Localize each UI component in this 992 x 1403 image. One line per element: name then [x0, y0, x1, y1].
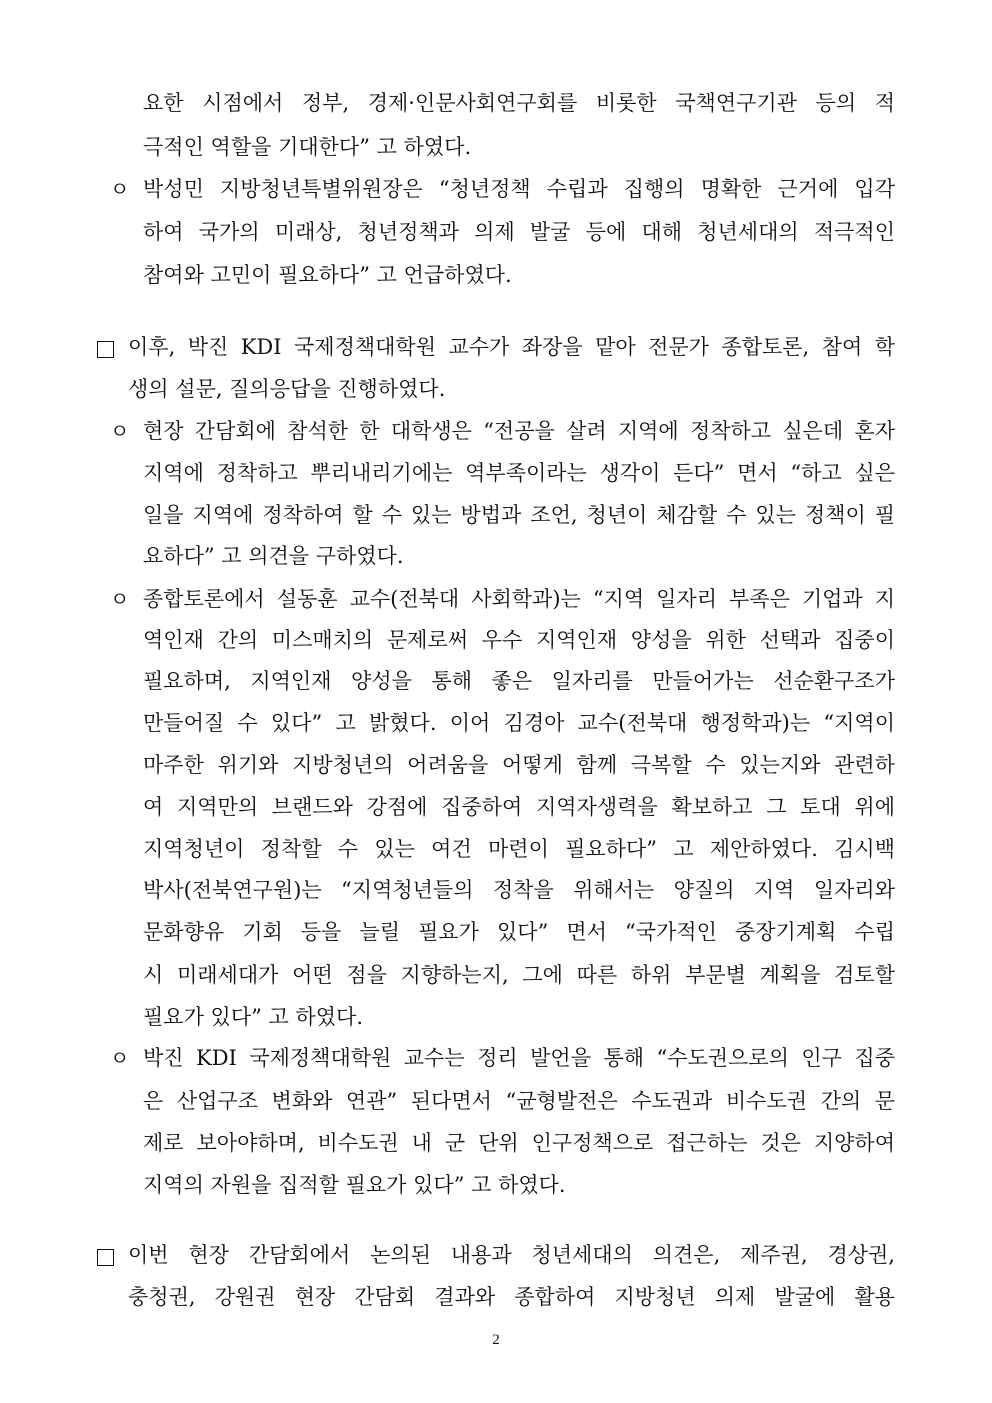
section3-line2: 충청권, 강원권 현장 간담회 결과와 종합하여 지방청년 의제 발굴에 활용: [128, 1285, 895, 1309]
bullet4-line1: 박진 KDI 국제정책대학원 교수는 정리 발언을 통해 “수도권으로의 인구 집중: [143, 1046, 895, 1070]
bullet2-marker: ㅇ: [110, 419, 130, 443]
bullet1-marker: ㅇ: [110, 177, 130, 201]
bullet3-line2: 역인재 간의 미스매치의 문제로써 우수 지역인재 양성을 위한 선택과 집중이: [143, 628, 895, 652]
bullet3-line11: 필요가 있다” 고 하였다.: [143, 1005, 364, 1029]
bullet4-line4: 지역의 자원을 집적할 필요가 있다” 고 하였다.: [143, 1173, 566, 1197]
section3-line1: 이번 현장 간담회에서 논의된 내용과 청년세대의 의견은, 제주권, 경상권,: [128, 1243, 895, 1267]
bullet3-line3: 필요하며, 지역인재 양성을 통해 좋은 일자리를 만들어가는 선순환구조가: [143, 669, 895, 693]
bullet3-line10: 시 미래세대가 어떤 점을 지향하는지, 그에 따른 하위 부문별 계획을 검토할: [143, 963, 895, 987]
bullet3-line8: 박사(전북연구원)는 “지역청년들의 정착을 위해서는 양질의 지역 일자리와: [143, 878, 895, 902]
bullet3-line4: 만들어질 수 있다” 고 밝혔다. 이어 김경아 교수(전북대 행정학과)는 “지역이: [143, 711, 895, 735]
bullet1-line2: 하여 국가의 미래상, 청년정책과 의제 발굴 등에 대해 청년세대의 적극적인: [143, 220, 895, 244]
bullet2-line1: 현장 간담회에 참석한 한 대학생은 “전공을 살려 지역에 정착하고 싶은데 혼자: [143, 419, 895, 443]
para1-line1: 요한 시점에서 정부, 경제·인문사회연구회를 비롯한 국책연구기관 등의 적: [143, 91, 895, 115]
bullet2-line2: 지역에 정착하고 뿌리내리기에는 역부족이라는 생각이 든다” 면서 “하고 싶은: [143, 461, 895, 485]
bullet2-line3: 일을 지역에 정착하여 할 수 있는 방법과 조언, 청년이 체감할 수 있는 정책이 필: [143, 503, 895, 527]
bullet1-line3: 참여와 고민이 필요하다” 고 언급하였다.: [143, 263, 512, 287]
bullet3-marker: ㅇ: [110, 587, 130, 611]
bullet3-line1: 종합토론에서 설동훈 교수(전북대 사회학과)는 “지역 일자리 부족은 기업과 지: [143, 587, 895, 611]
bullet3-line6: 여 지역만의 브랜드와 강점에 집중하여 지역자생력을 확보하고 그 토대 위에: [143, 795, 895, 819]
section2-line1: 이후, 박진 KDI 국제정책대학원 교수가 좌장을 맡아 전문가 종합토론, 참여 학: [128, 335, 895, 359]
bullet1-line1: 박성민 지방청년특별위원장은 “청년정책 수립과 집행의 명확한 근거에 입각: [143, 177, 895, 201]
page-number: 2: [492, 1332, 500, 1348]
checkbox-square-icon: [97, 1249, 114, 1266]
bullet4-line3: 제로 보아야하며, 비수도권 내 군 단위 인구정책으로 접근하는 것은 지양하여: [143, 1131, 895, 1155]
bullet4-marker: ㅇ: [110, 1046, 130, 1070]
bullet4-line2: 은 산업구조 변화와 연관” 된다면서 “균형발전은 수도권과 비수도권 간의 문: [143, 1089, 895, 1113]
bullet3-line7: 지역청년이 정착할 수 있는 여건 마련이 필요하다” 고 제안하였다. 김시백: [143, 837, 895, 861]
bullet3-line5: 마주한 위기와 지방청년의 어려움을 어떻게 함께 극복할 수 있는지와 관련하: [143, 753, 895, 777]
bullet2-line4: 요하다” 고 의견을 구하였다.: [143, 544, 404, 568]
section2-line2: 생의 설문, 질의응답을 진행하였다.: [128, 377, 446, 401]
para1-line2: 극적인 역할을 기대한다” 고 하였다.: [143, 135, 472, 159]
checkbox-square-icon: [97, 341, 114, 358]
bullet3-line9: 문화향유 기회 등을 늘릴 필요가 있다” 면서 “국가적인 중장기계획 수립: [143, 920, 895, 944]
